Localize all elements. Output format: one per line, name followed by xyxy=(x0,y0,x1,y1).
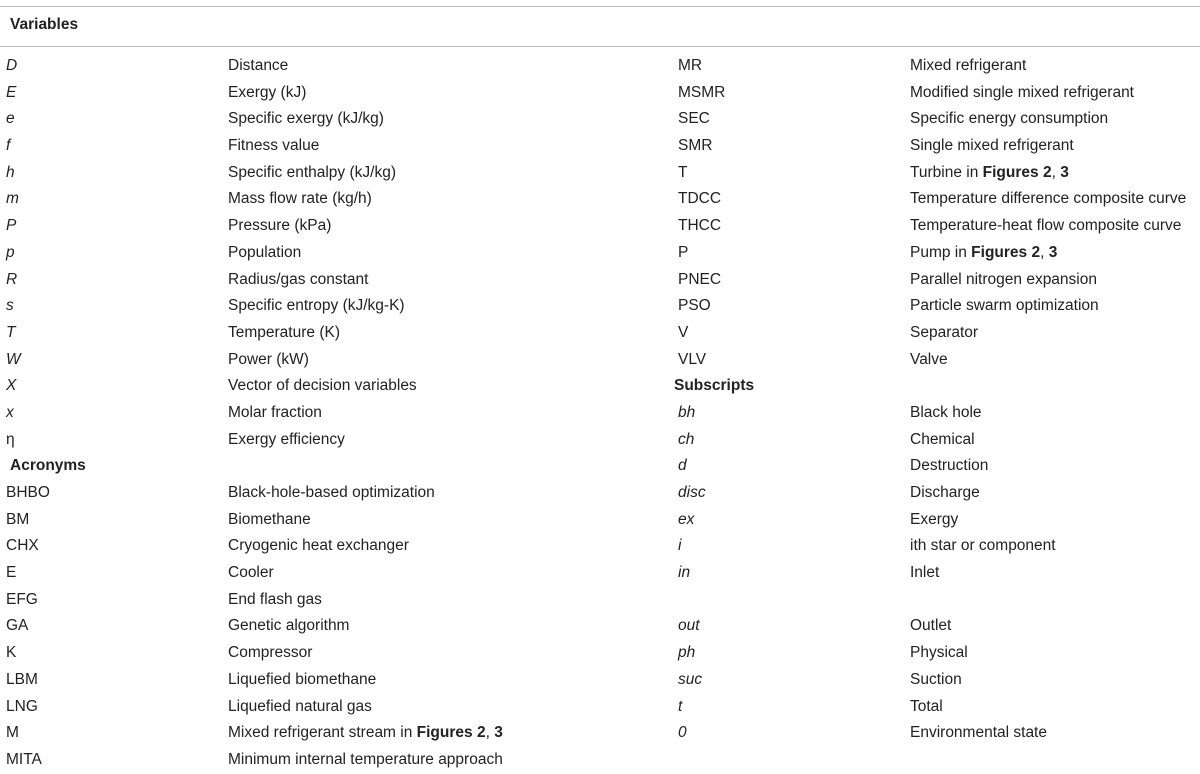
symbol-cell: bh xyxy=(678,403,696,421)
description-text: Temperature difference composite curve xyxy=(910,190,1187,208)
table-row xyxy=(0,720,670,747)
symbol-cell: E xyxy=(6,564,17,582)
table-row xyxy=(0,320,670,347)
table-row xyxy=(676,613,1200,640)
description-text: Molar fraction xyxy=(228,403,322,421)
table-row xyxy=(0,587,670,614)
description-text: Chemical xyxy=(910,430,975,448)
header-rule xyxy=(0,46,1200,47)
table-row xyxy=(0,613,670,640)
figure-reference: 3 xyxy=(1048,243,1058,261)
symbol-cell: s xyxy=(6,297,14,315)
symbol-cell: suc xyxy=(678,670,703,688)
description-cell xyxy=(228,53,288,80)
table-row xyxy=(0,53,670,80)
symbol-cell: PNEC xyxy=(678,270,722,288)
description-cell xyxy=(910,613,951,640)
symbol-cell: E xyxy=(6,83,17,101)
symbol-cell: VLV xyxy=(678,350,707,368)
table-row xyxy=(676,427,1200,454)
description-cell xyxy=(228,533,409,560)
description-cell xyxy=(228,613,349,640)
description-text: Environmental state xyxy=(910,724,1047,742)
figure-separator: , xyxy=(1040,243,1049,261)
symbol-cell: TDCC xyxy=(678,190,722,208)
description-cell xyxy=(910,480,980,507)
symbol-cell: out xyxy=(678,617,700,635)
description-text: Specific energy consumption xyxy=(910,110,1109,128)
description-text: End flash gas xyxy=(228,590,322,608)
description-cell xyxy=(910,667,962,694)
description-text: Cryogenic heat exchanger xyxy=(228,537,409,555)
symbol-cell: THCC xyxy=(678,217,722,235)
description-text: Particle swarm optimization xyxy=(910,297,1099,315)
table-row xyxy=(676,720,1200,747)
description-text: ith star or component xyxy=(910,537,1056,555)
description-text: Discharge xyxy=(910,484,980,501)
symbol-cell: ch xyxy=(678,430,695,448)
description-text: Pressure (kPa) xyxy=(228,217,332,235)
table-row xyxy=(0,347,670,374)
section-heading: Subscripts xyxy=(674,377,755,395)
symbol-cell: x xyxy=(6,403,14,421)
symbol-cell: d xyxy=(678,457,687,475)
symbol-cell: D xyxy=(6,57,18,74)
description-cell xyxy=(910,213,1181,240)
description-cell xyxy=(910,427,975,454)
description-cell xyxy=(910,186,1186,213)
description-text: Specific enthalpy (kJ/kg) xyxy=(228,163,396,181)
table-row xyxy=(676,160,1200,187)
description-cell xyxy=(910,160,1069,187)
description-text: Liquefied biomethane xyxy=(228,670,377,688)
table-row xyxy=(0,373,670,400)
description-text: Single mixed refrigerant xyxy=(910,137,1074,155)
description-cell xyxy=(910,533,1056,560)
description-text: Temperature (K) xyxy=(228,323,340,341)
description-cell xyxy=(910,106,1108,133)
description-cell xyxy=(910,560,939,587)
section-heading: Acronyms xyxy=(10,457,86,475)
symbol-cell: M xyxy=(6,724,19,742)
description-cell xyxy=(228,293,405,320)
description-cell xyxy=(228,133,319,160)
symbol-cell: SEC xyxy=(678,110,710,128)
description-cell xyxy=(228,106,384,133)
description-text: Mixed refrigerant stream in xyxy=(228,724,417,742)
description-cell xyxy=(228,747,503,774)
table-row xyxy=(0,213,670,240)
symbol-cell: BHBO xyxy=(6,484,50,501)
symbol-cell: i xyxy=(678,537,682,555)
description-text: Exergy xyxy=(910,510,959,528)
table-row xyxy=(0,640,670,667)
description-cell xyxy=(910,453,988,480)
symbol-cell: SMR xyxy=(678,137,713,155)
description-text: Exergy (kJ) xyxy=(228,83,307,101)
table-row xyxy=(0,507,670,534)
symbol-cell: V xyxy=(678,323,689,341)
table-header-variables: Variables xyxy=(10,16,79,33)
figure-reference: Figures 2 xyxy=(416,724,486,742)
description-text: Inlet xyxy=(910,564,940,582)
description-text: Cooler xyxy=(228,564,274,582)
description-text: Outlet xyxy=(910,617,952,635)
description-cell xyxy=(228,427,345,454)
description-text: Turbine in xyxy=(910,163,983,181)
table-row xyxy=(676,53,1200,80)
description-cell xyxy=(228,160,396,187)
description-cell xyxy=(228,720,503,747)
symbol-cell: T xyxy=(678,163,688,181)
table-row xyxy=(0,106,670,133)
description-text: Fitness value xyxy=(228,137,320,155)
description-text: Valve xyxy=(910,350,948,368)
right-column xyxy=(676,53,1200,747)
symbol-cell: LNG xyxy=(6,697,38,715)
symbol-cell: disc xyxy=(678,484,706,501)
figure-separator: , xyxy=(1051,163,1061,181)
description-cell xyxy=(228,560,274,587)
description-text: Black-hole-based optimization xyxy=(228,484,435,501)
table-row xyxy=(676,640,1200,667)
description-cell xyxy=(228,320,340,347)
table-row xyxy=(676,533,1200,560)
table-row xyxy=(0,667,670,694)
description-cell xyxy=(228,267,368,294)
description-cell xyxy=(228,480,435,507)
table-row xyxy=(676,267,1200,294)
symbol-cell: X xyxy=(6,377,17,395)
description-cell xyxy=(910,80,1134,107)
symbol-cell: ph xyxy=(678,644,696,662)
symbol-cell: MSMR xyxy=(678,83,726,101)
description-cell xyxy=(910,267,1097,294)
symbol-cell: p xyxy=(6,243,15,261)
description-cell xyxy=(228,213,331,240)
table-row xyxy=(0,133,670,160)
description-text: Pump in xyxy=(910,243,972,261)
description-text: Minimum internal temperature approach xyxy=(228,750,503,768)
description-text: Destruction xyxy=(910,457,989,475)
symbol-cell: EFG xyxy=(6,590,38,608)
description-cell xyxy=(910,720,1047,747)
description-cell xyxy=(228,80,306,107)
symbol-cell: R xyxy=(6,270,18,288)
figure-reference: 3 xyxy=(494,724,503,742)
description-text: Liquefied natural gas xyxy=(228,697,372,715)
table-row xyxy=(676,347,1200,374)
description-text: Suction xyxy=(910,670,962,688)
symbol-cell: in xyxy=(678,564,691,582)
left-column xyxy=(0,53,670,774)
symbol-cell: m xyxy=(6,190,19,208)
table-row xyxy=(0,694,670,721)
description-text: Temperature-heat flow composite curve xyxy=(910,217,1182,235)
figure-separator: , xyxy=(485,724,495,742)
symbol-cell: CHX xyxy=(6,537,39,555)
symbol-cell: P xyxy=(6,217,17,235)
description-cell xyxy=(910,133,1074,160)
description-cell xyxy=(910,507,958,534)
table-row xyxy=(676,133,1200,160)
table-row xyxy=(676,213,1200,240)
table-row xyxy=(676,480,1200,507)
description-text: Mass flow rate (kg/h) xyxy=(228,190,372,208)
description-cell xyxy=(910,53,1026,80)
description-cell xyxy=(228,240,301,267)
description-text: Black hole xyxy=(910,403,982,421)
table-row xyxy=(0,160,670,187)
symbol-cell: MR xyxy=(678,57,703,74)
description-cell xyxy=(910,694,943,721)
description-text: Modified single mixed refrigerant xyxy=(910,83,1134,101)
description-text: Specific exergy (kJ/kg) xyxy=(228,110,384,128)
table-row xyxy=(676,186,1200,213)
symbol-cell: ex xyxy=(678,510,695,528)
table-row xyxy=(676,507,1200,534)
table-row xyxy=(0,480,670,507)
table-row xyxy=(676,320,1200,347)
table-row xyxy=(0,80,670,107)
symbol-cell: MITA xyxy=(6,750,42,768)
description-cell xyxy=(228,347,309,374)
symbol-cell: PSO xyxy=(678,297,711,315)
description-text: Separator xyxy=(910,323,979,341)
description-text: Mixed refrigerant xyxy=(910,57,1027,74)
description-text: Physical xyxy=(910,644,968,662)
description-cell xyxy=(228,640,312,667)
description-text: Specific entropy (kJ/kg-K) xyxy=(228,297,405,315)
table-row xyxy=(0,400,670,427)
table-row xyxy=(676,293,1200,320)
description-text: Distance xyxy=(228,57,289,74)
description-text: Exergy efficiency xyxy=(228,430,345,448)
description-cell xyxy=(910,347,948,374)
symbol-cell: T xyxy=(6,323,16,341)
description-cell xyxy=(910,293,1099,320)
table-row xyxy=(676,560,1200,587)
table-row xyxy=(676,694,1200,721)
table-row xyxy=(0,267,670,294)
symbol-cell: W xyxy=(6,350,21,368)
figure-reference: 3 xyxy=(1060,163,1069,181)
symbol-cell: h xyxy=(6,163,15,181)
section-heading-row xyxy=(0,453,670,480)
table-row xyxy=(0,747,670,774)
description-cell xyxy=(228,507,311,534)
table-row xyxy=(676,667,1200,694)
figure-reference: Figures 2 xyxy=(971,243,1041,261)
description-text: Power (kW) xyxy=(228,350,309,368)
description-cell xyxy=(228,587,322,614)
symbol-cell: η xyxy=(6,430,15,448)
symbol-cell: e xyxy=(6,110,15,128)
symbol-cell: 0 xyxy=(678,724,687,742)
description-cell xyxy=(228,694,372,721)
table-row xyxy=(0,186,670,213)
description-text: Radius/gas constant xyxy=(228,270,369,288)
symbol-cell: BM xyxy=(6,510,30,528)
table-row xyxy=(0,533,670,560)
description-cell xyxy=(910,320,978,347)
description-cell xyxy=(910,400,982,427)
symbol-cell: GA xyxy=(6,617,29,635)
description-text: Compressor xyxy=(228,644,313,662)
table-row xyxy=(0,240,670,267)
table-row xyxy=(676,400,1200,427)
description-text: Vector of decision variables xyxy=(228,377,417,395)
top-rule xyxy=(0,6,1200,7)
symbol-cell: K xyxy=(6,644,17,662)
symbol-cell: P xyxy=(678,243,689,261)
table-row xyxy=(676,240,1200,267)
description-text: Parallel nitrogen expansion xyxy=(910,270,1097,288)
description-cell xyxy=(910,640,968,667)
table-row xyxy=(0,560,670,587)
section-heading-row xyxy=(676,373,1200,400)
table-row xyxy=(0,293,670,320)
description-cell xyxy=(228,373,417,400)
symbol-cell: LBM xyxy=(6,670,38,688)
description-text: Biomethane xyxy=(228,510,311,528)
description-text: Total xyxy=(910,697,943,715)
table-row xyxy=(676,106,1200,133)
symbol-cell: t xyxy=(678,697,683,715)
table-row xyxy=(676,453,1200,480)
description-text: Genetic algorithm xyxy=(228,617,350,635)
description-cell xyxy=(228,667,376,694)
table-row xyxy=(676,80,1200,107)
description-cell xyxy=(228,186,372,213)
symbol-cell: f xyxy=(6,137,11,155)
description-cell xyxy=(910,240,1057,267)
description-cell xyxy=(228,400,322,427)
description-text: Population xyxy=(228,243,302,261)
figure-reference: Figures 2 xyxy=(982,163,1052,181)
table-row xyxy=(0,427,670,454)
blank-row xyxy=(676,587,1200,614)
